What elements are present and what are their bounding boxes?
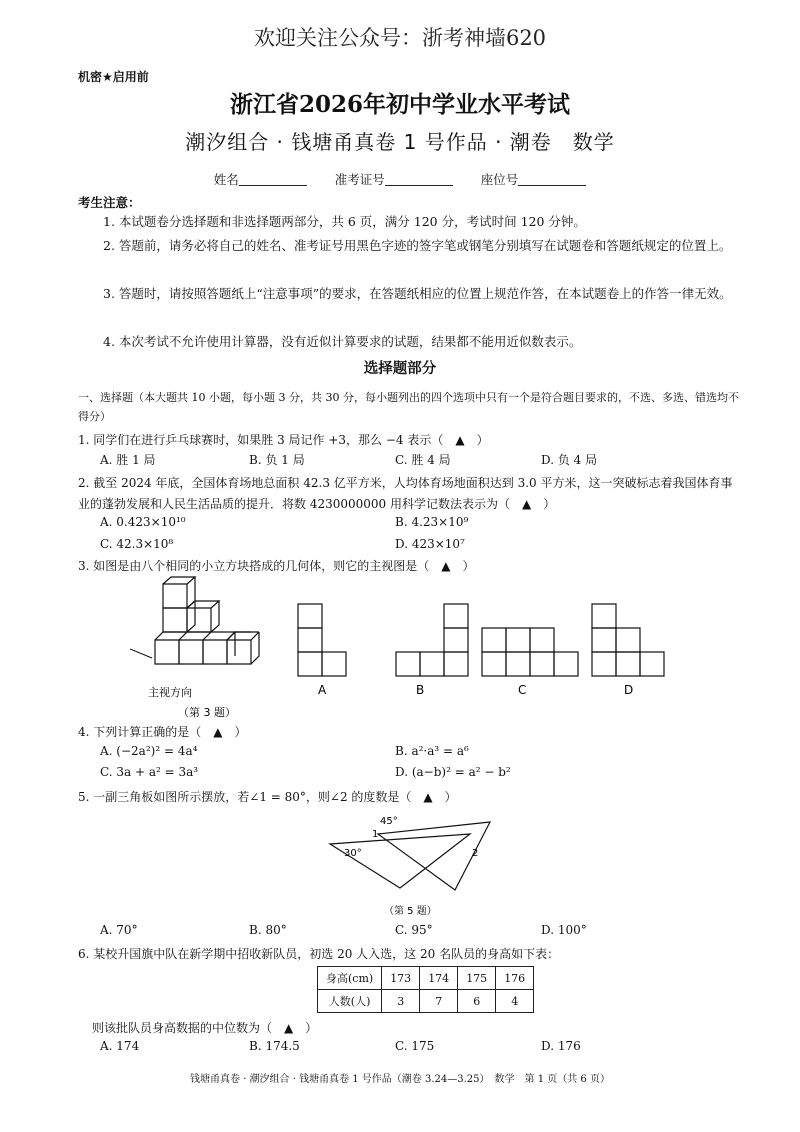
q6-cell: 176: [496, 967, 534, 990]
q3-view-arrow: [130, 649, 152, 658]
q5-caption: （第 5 题）: [384, 906, 437, 917]
q6-stem: 6. 某校升国旗中队在新学期中招收新队员，初选 20 人入选，这 20 名队员的身高如下表：: [78, 947, 560, 961]
q6-option-a: A. 174: [100, 1039, 140, 1053]
q3-option-d-label: D: [624, 683, 634, 697]
banner-text: 欢迎关注公众号：浙考神墙620: [253, 26, 547, 50]
q5-label-30: 30°: [344, 848, 362, 859]
name-label: 姓名: [213, 172, 239, 187]
q6-option-c: C. 175: [395, 1039, 435, 1053]
notice-item-3: 3. 答题时，请按照答题纸上“注意事项”的要求，在答题纸相应的位置上规范作答，在本试题卷上的作答一律无效。: [103, 286, 732, 301]
q3-option-b-figure: [396, 604, 468, 676]
ticket-blank: [385, 185, 453, 186]
q6-ask: 则该批队员身高数据的中位数为（ ▲ ）: [92, 1021, 318, 1035]
q2-option-c: C. 42.3×10⁸: [100, 537, 174, 551]
q4-option-d: D. (a−b)² = a² − b²: [395, 765, 511, 779]
q6-option-d: D. 176: [541, 1039, 581, 1053]
q4-option-c: C. 3a + a² = 3a³: [100, 765, 199, 779]
q2-option-d: D. 423×10⁷: [395, 537, 465, 551]
q3-option-c-figure: [482, 628, 578, 676]
q4-option-a: A. (−2a²)² = 4a⁴: [100, 744, 198, 758]
q3-view-label: 主视方向: [148, 686, 192, 699]
q3-option-d-figure: [592, 604, 664, 676]
seat-blank: [518, 185, 586, 186]
q4-stem: 4. 下列计算正确的是（ ▲ ）: [78, 725, 247, 739]
q1-stem: 1. 同学们在进行乒乓球赛时，如果胜 3 局记作 +3，那么 −4 表示（ ▲ ）: [78, 433, 489, 447]
q3-figure: [130, 574, 690, 724]
q6-cell: 人数(人): [318, 990, 382, 1013]
q5-option-c: C. 95°: [395, 923, 433, 937]
q5-triangle-30: [330, 834, 470, 888]
q5-label-45: 45°: [380, 816, 398, 827]
page-footer: 钱塘甬真卷 · 潮汐组合 · 钱塘甬真卷 1 号作品（潮卷 3.24—3.25） 数学 第 1 页（共 6 页）: [190, 1074, 610, 1085]
q5-label-2: 2: [472, 848, 479, 859]
q6-table-row-count: [318, 990, 534, 1013]
q6-table-row-height: [318, 967, 534, 990]
exam-subtitle: 潮汐组合 · 钱塘甬真卷 1 号作品 · 潮卷 数学: [185, 130, 615, 154]
q1-option-d: D. 负 4 局: [541, 453, 598, 467]
section-title: 选择题部分: [363, 361, 437, 377]
q3-option-c-label: C: [518, 683, 527, 697]
q2-stem: 2. 截至 2024 年底，全国体育场地总面积 42.3 亿平方米，人均体育场地面积达到 3.0 平方米，这一突破标志着我国体育事业的蓬勃发展和人民生活品质的提升．将数 4230000000 用科学记数法表示为（ ▲ ）: [78, 476, 733, 511]
q6-cell: 175: [458, 967, 496, 990]
q5-label-1: 1: [372, 829, 379, 840]
ticket-label: 准考证号: [334, 172, 385, 187]
q2-option-a: A. 0.423×10¹⁰: [100, 515, 186, 529]
q3-stem: 3. 如图是由八个相同的小立方块搭成的几何体，则它的主视图是（ ▲ ）: [78, 559, 475, 573]
q5-stem: 5. 一副三角板如图所示摆放，若∠1 = 80°，则∠2 的度数是（ ▲ ）: [78, 790, 457, 804]
q5-option-a: A. 70°: [100, 923, 138, 937]
q5-option-d: D. 100°: [541, 923, 587, 937]
q1-option-b: B. 负 1 局: [249, 453, 305, 467]
notice-heading: 考生注意：: [78, 195, 141, 210]
notice-item-4: 4. 本次考试不允许使用计算器，没有近似计算要求的试题，结果都不能用近似数表示。: [103, 334, 582, 349]
q6-option-b: B. 174.5: [249, 1039, 300, 1053]
q4-option-b: B. a²·a³ = a⁶: [395, 744, 469, 758]
name-blank: [239, 185, 307, 186]
exam-title: 浙江省2026年初中学业水平考试: [229, 91, 570, 118]
section-instruction: 一、选择题（本大题共 10 小题，每小题 3 分，共 30 分，每小题列出的四个选项中只有一个是符合题目要求的，不选、多选、错选均不得分）: [78, 391, 739, 423]
q6-cell: 173: [382, 967, 420, 990]
q3-option-b-label: B: [416, 683, 425, 697]
q3-option-a-figure: [298, 604, 346, 676]
q6-cell: 6: [458, 990, 496, 1013]
q3-caption: （第 3 题）: [178, 706, 236, 719]
q1-option-a: A. 胜 1 局: [100, 453, 156, 467]
notice-item-2: 2. 答题前，请务必将自己的姓名、准考证号用黑色字迹的签字笔或钢笔分别填写在试题卷和答题纸规定的位置上。: [103, 238, 732, 253]
q6-cell: 身高(cm): [318, 967, 382, 990]
q6-cell: 7: [420, 990, 458, 1013]
q6-height-table: [317, 966, 534, 1013]
q6-cell: 3: [382, 990, 420, 1013]
q2-option-b: B. 4.23×10⁹: [395, 515, 469, 529]
q3-solid-figure: [155, 577, 259, 664]
seat-label: 座位号: [480, 172, 519, 187]
q5-option-b: B. 80°: [249, 923, 287, 937]
q6-cell: 4: [496, 990, 534, 1013]
q6-cell: 174: [420, 967, 458, 990]
candidate-info-line: [0, 170, 800, 188]
secret-label: 机密★启用前: [78, 70, 149, 84]
q1-option-c: C. 胜 4 局: [395, 453, 451, 467]
q5-figure: [320, 804, 500, 924]
notice-item-1: 1. 本试题卷分选择题和非选择题两部分，共 6 页，满分 120 分，考试时间 120 分钟。: [103, 214, 586, 229]
q3-option-a-label: A: [318, 683, 327, 697]
